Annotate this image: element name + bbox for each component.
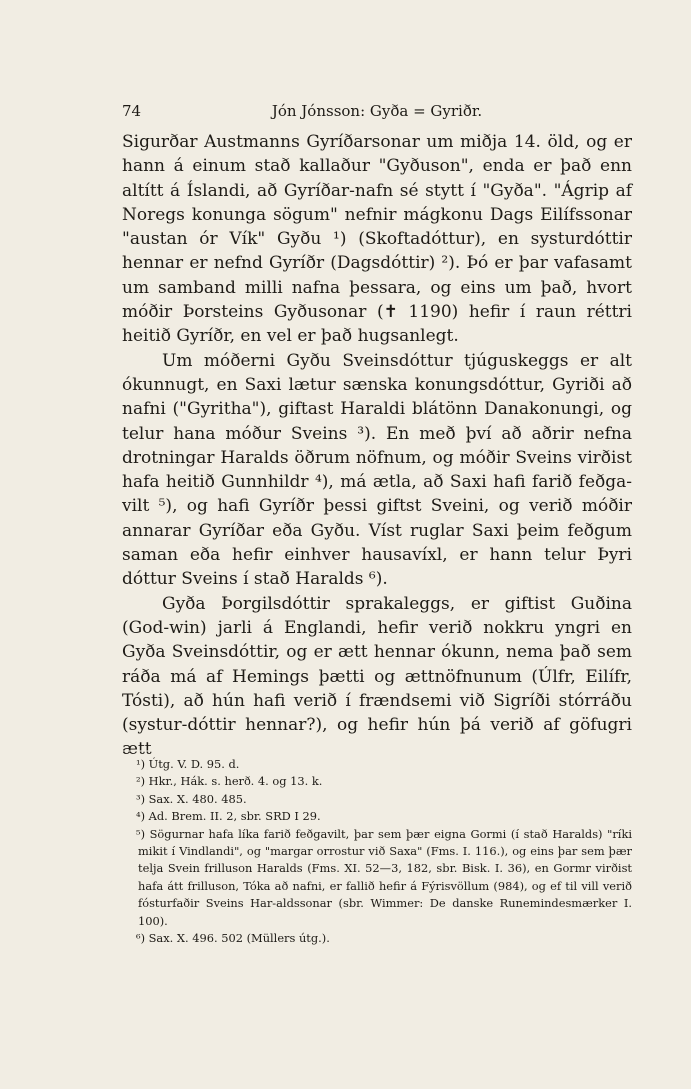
paragraph: Um móðerni Gyðu Sveinsdóttur tjúguskeggs er alt ókunnugt, en Saxi lætur sænska konungsdóttur, Gyriði að nafni ("Gyritha"), giftast Haraldi blátönn Danakonungi, og telur hana móður Sveins ³). En með því að aðrir nefna drotningar Haralds öðrum nöfnum, og móðir Sveins virðist hafa heitið Gunnhildr ⁴), má ætla, að Saxi hafi farið feðga-vilt ⁵), og hafi Gyríðr þessi giftst Sveini, og verið móðir annarar Gyríðar eða Gyðu. Víst ruglar Saxi þeim feðgum saman eða hefir einhver hausavíxl, er hann telur Þyri dóttur Sveins í stað Haralds ⁶). bbox=[122, 350, 632, 590]
footnote: ³) Sax. X. 480. 485. bbox=[136, 791, 247, 806]
footnote: ²) Hkr., Hák. s. herð. 4. og 13. k. bbox=[136, 774, 323, 789]
running-head: Jón Jónsson: Gyða = Gyriðr. bbox=[271, 102, 483, 120]
footnote-divider bbox=[122, 746, 632, 756]
footnote: ⁵) Sögurnar hafa líka farið feðgavilt, þar sem þær eigna Gormi (í stað Haralds) "ríki mikit í Vindlandi", og "margar orrostur við Saxa" (Fms. I. 116.), og eins þar sem þær telja Svein frilluson Haralds (Fms. XI. 52—3, 182, sbr. Bisk. I. 36), en Gormr virðist hafa átt frilluson, Tóka að nafni, er fallið hefir á Fýrisvöllum (984), og ef til vill verið fósturfaðir Sveins Har-aldssonar (sbr. Wimmer: De danske Runemindesmærker I. 100). bbox=[136, 826, 632, 928]
footnotes bbox=[122, 756, 632, 947]
footnote: ⁶) Sax. X. 496. 502 (Müllers útg.). bbox=[136, 931, 330, 946]
footnote: ¹) Útg. V. D. 95. d. bbox=[136, 757, 240, 771]
paragraph-continued: Sigurðar Austmanns Gyríðarsonar um miðja 14. öld, og er hann á einum stað kallaður "Gyðuson", enda er það enn altítt á Íslandi, að Gyríðar-nafn sé stytt í "Gyða". "Ágrip af Noregs konunga sögum" nefnir mágkonu Dags Eilífssonar "austan ór Vík" Gyðu ¹) (Skoftadóttur), en systurdóttir hennar er nefnd Gyríðr (Dagsdóttir) ²). Þó er þar vafasamt um samband milli nafna þessara, og eins um það, hvort móðir Þorsteins Gyðusonar (✝ 1190) hefir í raun réttri heitið Gyríðr, en vel er það hugsanlegt. bbox=[122, 132, 632, 347]
page-number: 74 bbox=[122, 102, 142, 120]
main-text bbox=[122, 130, 632, 762]
paragraph: Gyða Þorgilsdóttir sprakaleggs, er giftist Guðina (God-win) jarli á Englandi, hefir verið nokkru yngri en Gyða Sveinsdóttir, og er ætt hennar ókunn, nema það sem ráða má af Hemings þætti og ættnöfnunum (Úlfr, Eilífr, Tósti), að hún hafi verið í frændsemi við Sigríði stórráðu (systur-dóttir hennar?), og hefir hún þá verið af göfugri ætt bbox=[122, 593, 632, 760]
page-header bbox=[122, 102, 632, 126]
footnote: ⁴) Ad. Brem. II. 2, sbr. SRD I 29. bbox=[136, 809, 321, 824]
